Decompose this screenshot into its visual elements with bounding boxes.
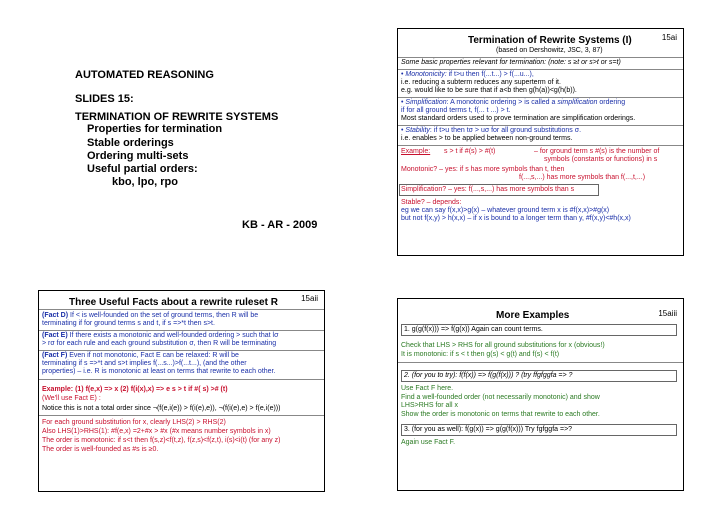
slide-title: Three Useful Facts about a rewrite ruleset R	[69, 297, 278, 308]
example-label: Example:	[401, 148, 431, 155]
slide-3: 15aii Three Useful Facts about a rewrite ruleset R (Fact D) If < is well-founded on the set of ground terms, then R will be terminating if for ground terms s and t, if s =>*t then s>t. (Fact E) If there exists a monotonic and well-founded ordering > such that lσ > rσ for each rule and each ground substitution σ, then R will be terminating (Fact F) Even if not monotonic, Fact E can be relaxed: R will be terminating if s =>*t and s>t implies f(...s...)>f(...t...), (and the other properties) – i.e. R is monotonic at least on terms that rewrite to each other. Example: (1) f(e,x) => x (2) f(i(x),x) => e s > t if #( s) ># (t) (We'll use Fact E) : Notice this is not a total order since ¬(f(e,i(e)) > f(i(e),e)), ¬(f(i(e),e) > f(e,i(e))) For each ground substitution for x, clearly LHS(2) > RHS(2) Also LHS(1)>RHS(1): #f(e,x) =2+#x > #x (#x means number symbols in x) The order is monotonic: if s<t then f(s,z)<f(t,z), f(z,s)<f(z,t), i(s)<i(t) (for any z) The order is well-founded as #s is ≥0.	[38, 290, 325, 492]
topic-title: TERMINATION OF REWRITE SYSTEMS	[75, 111, 279, 123]
slides-label: SLIDES 15:	[75, 93, 134, 105]
topic-item-1: Properties for termination	[87, 123, 223, 135]
slide-subtitle: (based on Dershowitz, JSC, 3, 87)	[496, 47, 603, 54]
topic-item-4: Useful partial orders:	[87, 163, 198, 175]
monotonicity-def: • Monotonicity: if t>u then f(...t...) > f(...u...),	[401, 71, 534, 78]
simplification-def: • Simplification: A monotonic ordering > is called a simplification ordering	[401, 99, 626, 106]
example-1: 1. g(g(f(x))) => f(g(x)) Again can count terms.	[404, 326, 543, 333]
page-number: 15ai	[661, 33, 677, 42]
slide-1	[58, 37, 355, 247]
topic-item-2: Stable orderings	[87, 137, 174, 149]
notice-line: Notice this is not a total order since ¬(f(e,i(e)) > f(i(e),e)), ¬(f(i(e),e) > f(e,i(e)))	[42, 405, 281, 412]
example-2: 2. (for you to try): f(f(x)) => f(g(f(x))) ? (try ffgfggfa => ?	[404, 372, 573, 379]
slide-4: 15aiii More Examples 1. g(g(f(x))) => f(g(x)) Again can count terms. Check that LHS > RHS for all ground substitutions for x (obvious!) It is monotonic: if s < t then g(s) < g(t) and f(s) < f(t) 2. (for you to try): f(f(x)) => f(g(f(x))) ? (try ffgfggfa => ? Use Fact F here. Find a well-founded order (not necessarily monotonic) and show LHS>RHS for all x Show the order is monotonic on terms that rewrite to each other. 3. (for you as well): f(g(x)) => g(g(f(x))) Try fgfggfa =>? Again use Fact F.	[397, 298, 684, 491]
slide-2: 15ai Termination of Rewrite Systems (I) (based on Dershowitz, JSC, 3, 87) Some basic properties relevant for termination: (note: s ≥t or s>t or s=t) • Monotonicity: if t>u then f(...t...) > f(...u...), i.e. reducing a subterm reduces any superterm of it. e.g. would like to be sure that if a<b then g(h(a))<g(h(b)). • Simplification: A monotonic ordering > is called a simplification ordering if for all ground terms t, f(... t ...) > t. Most standard orders used to prove termination are simplification orderings. • Stability: if t>u then tσ > uσ for all ground substitutions σ. i.e. enables > to be applied between non-ground terms. Example: s > t if #(s) > #(t) – for ground term s #(s) is the number of symbols (constants or functions) in s Monotonic? – yes: if s has more symbols than t, then f(...,s,...) has more symbols than f(...,t,...) Simplification? – yes: f(...,s,...) has more symbols than s Stable? – depends: eg we can say f(x,x)>g(x) – whatever ground term x is #f(x,x)>#g(x) but not f(x,y) > h(x,x) – if x is bound to a longer term than y, #f(x,y)<#h(x,x)	[397, 28, 684, 256]
topic-item-3: Ordering multi-sets	[87, 150, 189, 162]
intro-text: Some basic properties relevant for termination: (note: s ≥t or s>t or s=t)	[401, 59, 621, 66]
stability-def: • Stability: if t>u then tσ > uσ for all ground substitutions σ.	[401, 127, 582, 134]
footer: KB - AR - 2009	[242, 219, 318, 231]
page-number: 15aii	[301, 294, 318, 303]
slide-title: More Examples	[496, 310, 570, 321]
example-3: 3. (for you as well): f(g(x)) => g(g(f(x))) Try fgfggfa =>?	[404, 426, 573, 433]
course-title: AUTOMATED REASONING	[75, 69, 214, 81]
topic-subitem: kbo, lpo, rpo	[112, 176, 178, 188]
example-line: Example: (1) f(e,x) => x (2) f(i(x),x) => e s > t if #( s) ># (t)	[42, 386, 228, 393]
page-number: 15aiii	[658, 309, 677, 318]
slide-title: Termination of Rewrite Systems (I)	[468, 35, 632, 46]
